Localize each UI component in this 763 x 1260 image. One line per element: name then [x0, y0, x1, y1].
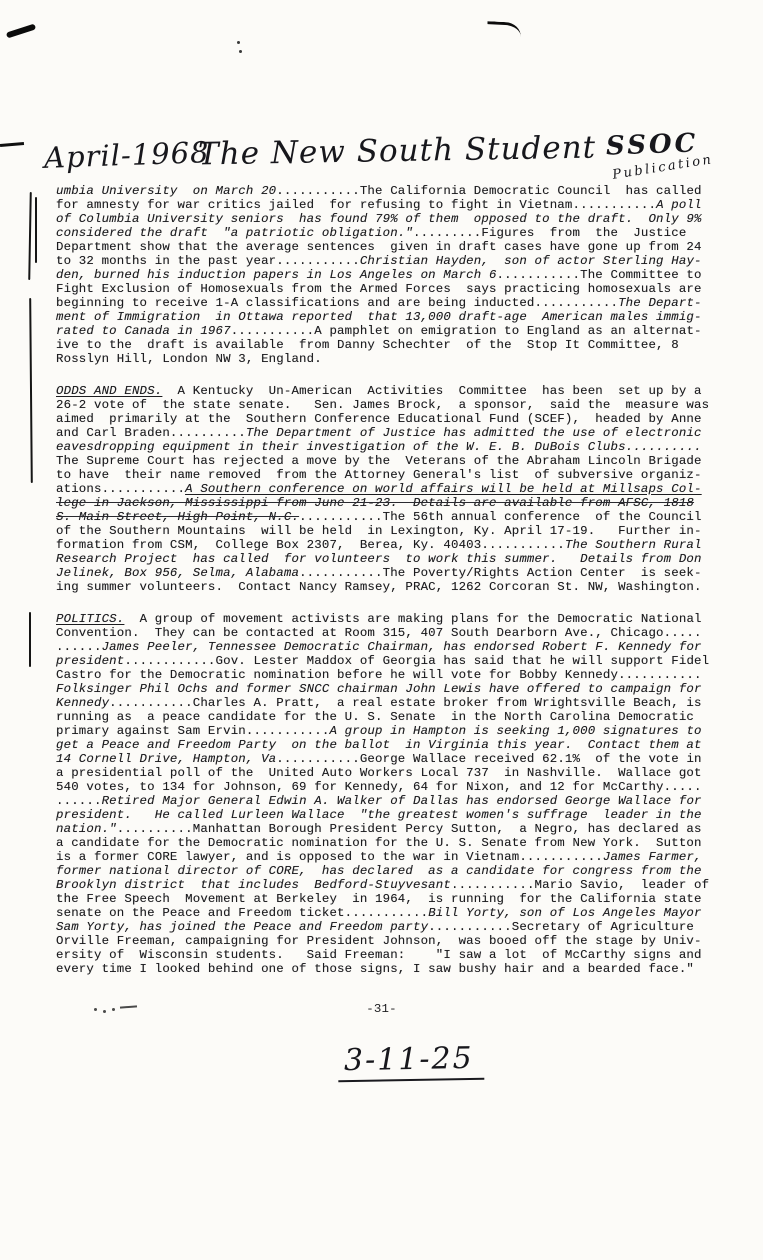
text-line — [56, 808, 732, 822]
text-segment: senate on the Peace and Freedom ticket........... — [56, 906, 429, 920]
text-line — [56, 920, 732, 934]
text-segment: rated to Canada in 1967 — [56, 324, 231, 338]
text-segment: den, burned his induction papers in Los Angeles on March 6 — [56, 268, 497, 282]
text-segment: The Depart- — [618, 296, 702, 310]
text-line — [56, 892, 732, 906]
text-line — [56, 510, 732, 524]
text-segment: get a Peace and Freedom Party on the ballot in Virginia this year. Contact them at — [56, 738, 702, 752]
text-line — [56, 212, 732, 226]
text-line — [56, 948, 732, 962]
text-line — [56, 822, 732, 836]
handwritten-date: April-1968 — [43, 135, 211, 175]
text-segment: former national director of CORE, has declared as a candidate for congress from the — [56, 864, 702, 878]
text-line — [56, 184, 732, 198]
handwritten-org: SSOC — [605, 128, 699, 162]
text-line — [56, 496, 732, 510]
text-line — [56, 710, 732, 724]
text-segment: ...........The California Democratic Council has called — [276, 184, 702, 198]
text-line — [56, 468, 732, 482]
text-line — [56, 282, 732, 296]
text-line — [56, 654, 732, 668]
text-segment: The Supreme Court has rejected a move by the Veterans of the Abraham Lincoln Brigade — [56, 454, 702, 468]
text-line — [56, 738, 732, 752]
text-segment: The Southern Rural — [564, 538, 702, 552]
text-segment: Bill Yorty, son of Los Angeles Mayor — [428, 906, 702, 920]
text-line — [56, 878, 732, 892]
text-line — [56, 682, 732, 696]
text-segment: Castro for the Democratic nomination before he will vote for Bobby Kennedy........... — [56, 668, 702, 682]
text-segment: every time I looked behind one of those signs, I saw bushy hair and a bearded face." — [56, 962, 695, 976]
text-segment: ations........... — [56, 482, 186, 496]
text-segment: eavesdropping equipment in their investigation of the W. E. B. DuBois Clubs.......... — [56, 440, 702, 454]
text-segment: is a former CORE lawyer, and is opposed to the war in Vietnam........... — [56, 850, 603, 864]
text-line — [56, 352, 732, 366]
text-segment: ...........A pamphlet on emigration to England as an alternat- — [230, 324, 702, 338]
text-line — [56, 398, 732, 412]
text-line — [56, 226, 732, 240]
text-line — [56, 864, 732, 878]
text-segment: A Kentucky Un-American Activities Committee has been set up by a — [162, 384, 702, 398]
text-segment: Orville Freeman, campaigning for President Johnson, was booed off the stage by Univ- — [56, 934, 702, 948]
text-segment: nation." — [56, 822, 117, 836]
text-segment: a presidential poll of the United Auto Workers Local 737 in Nashville. Wallace got — [56, 766, 702, 780]
text-line — [56, 794, 732, 808]
scan-mark-left-dash — [0, 142, 24, 147]
scan-mark-margin-line — [29, 298, 33, 483]
text-segment: ...... — [56, 640, 102, 654]
text-segment: ive to the draft is available from Danny Schechter of the Stop It Committee, 8 — [56, 338, 679, 352]
text-segment: Folksinger Phil Ochs and former SNCC chairman John Lewis have offered to campaign for — [56, 682, 702, 696]
text-segment: lege in Jackson, Mississippi from June 21-23. Details are available from AFSC, 1818 — [56, 496, 695, 510]
text-segment: president. He called Lurleen Wallace "the greatest women's suffrage leader in the — [56, 808, 702, 822]
scan-mark-corner — [6, 24, 36, 39]
text-segment: POLITICS. — [56, 612, 125, 626]
handwritten-footer: 3-11-25 — [338, 1041, 484, 1083]
text-segment: Fight Exclusion of Homosexuals from the Armed Forces says practicing homosexuals are — [56, 282, 702, 296]
document-body — [56, 184, 732, 994]
text-line — [56, 384, 732, 398]
text-segment: James Farmer, — [602, 850, 702, 864]
handwritten-org-subtitle: Publication — [611, 152, 715, 183]
paragraph-politics — [56, 612, 732, 976]
text-line — [56, 668, 732, 682]
text-segment: of Columbia University seniors has found 79% of them opposed to the draft. Only 9% — [56, 212, 702, 226]
text-segment: umbia University on March 20 — [56, 184, 277, 198]
text-segment: ersity of Wisconsin students. Said Freeman: "I saw a lot of McCarthy signs and — [56, 948, 702, 962]
text-segment: ...........The Committee to — [496, 268, 702, 282]
text-line — [56, 454, 732, 468]
text-line — [56, 934, 732, 948]
text-line — [56, 440, 732, 454]
text-segment: ...........Secretary of Agriculture — [428, 920, 695, 934]
text-line — [56, 524, 732, 538]
text-segment: 26-2 vote of the state senate. Sen. James Brock, a sponsor, said the measure was — [56, 398, 710, 412]
text-segment: 14 Cornell Drive, Hampton, Va — [56, 752, 277, 766]
text-line — [56, 640, 732, 654]
text-segment: .........Figures from the Justice — [413, 226, 687, 240]
scan-mark-margin-line — [28, 192, 32, 280]
text-segment: Retired Major General Edwin A. Walker of Dallas has endorsed George Wallace for — [101, 794, 702, 808]
text-segment: ...........George Wallace received 62.1% of the vote in — [276, 752, 702, 766]
text-segment: running as a peace candidate for the U. S. Senate in the North Carolina Democratic — [56, 710, 695, 724]
text-line — [56, 850, 732, 864]
text-segment: ODDS AND ENDS. — [56, 384, 163, 398]
text-segment: president — [56, 654, 125, 668]
text-segment: to 32 months in the past year........... — [56, 254, 360, 268]
text-line — [56, 426, 732, 440]
scan-mark-margin-line — [35, 197, 37, 263]
text-line — [56, 752, 732, 766]
text-line — [56, 538, 732, 552]
text-line — [56, 766, 732, 780]
text-segment: S. Main Street, High Point, N.C. — [56, 510, 300, 524]
text-segment: ..........Manhattan Borough President Percy Sutton, a Negro, has declared as — [116, 822, 702, 836]
text-segment: Department show that the average sentences given in draft cases have gone up from 24 — [56, 240, 702, 254]
text-line — [56, 724, 732, 738]
text-line — [56, 580, 732, 594]
text-line — [56, 566, 732, 580]
text-segment: ...... — [56, 794, 102, 808]
text-line — [56, 296, 732, 310]
text-line — [56, 482, 732, 496]
text-segment: A Southern conference on world affairs will be held at Millsaps Col- — [185, 482, 702, 496]
text-segment: aimed primarily at the Southern Conference Educational Fund (SCEF), headed by Anne — [56, 412, 702, 426]
text-line — [56, 310, 732, 324]
scan-mark-margin-line — [29, 612, 31, 667]
text-line — [56, 612, 732, 626]
text-segment: ...........The 56th annual conference of the Council — [299, 510, 702, 524]
text-line — [56, 626, 732, 640]
scan-mark-top-curve — [487, 21, 522, 42]
text-segment: Convention. They can be contacted at Room 315, 407 South Dearborn Ave., Chicago..... — [56, 626, 702, 640]
text-segment: Rosslyn Hill, London NW 3, England. — [56, 352, 322, 366]
text-segment: and Carl Braden.......... — [56, 426, 246, 440]
text-segment: 540 votes, to 134 for Johnson, 69 for Kennedy, 64 for Nixon, and 12 for McCarthy..... — [56, 780, 702, 794]
text-line — [56, 338, 732, 352]
paragraph-draft-news-continuation — [56, 184, 732, 366]
text-line — [56, 268, 732, 282]
text-line — [56, 254, 732, 268]
text-segment: Christian Hayden, son of actor Sterling Hay- — [359, 254, 702, 268]
text-segment: considered the draft "a patriotic obligation." — [56, 226, 413, 240]
text-segment: to have their name removed from the Attorney General's list of subversive organiz- — [56, 468, 702, 482]
text-segment: primary against Sam Ervin........... — [56, 724, 330, 738]
text-segment: Kennedy — [56, 696, 110, 710]
text-segment: the Free Speech Movement at Berkeley in 1964, is running for the California state — [56, 892, 702, 906]
text-segment: A poll — [656, 198, 702, 212]
text-segment: ...........The Poverty/Rights Action Center is seek- — [299, 566, 702, 580]
page-number: -31- — [366, 1002, 397, 1016]
text-line — [56, 696, 732, 710]
scan-mark-colon — [237, 41, 240, 44]
handwritten-title: The New South Student — [197, 129, 597, 173]
text-segment: The Department of Justice has admitted the use of electronic — [245, 426, 702, 440]
paragraph-odds-and-ends — [56, 384, 732, 594]
text-segment: James Peeler, Tennessee Democratic Chairman, has endorsed Robert F. Kennedy for — [101, 640, 702, 654]
text-segment: ...........Charles A. Pratt, a real estate broker from Wrightsville Beach, is — [109, 696, 702, 710]
text-line — [56, 198, 732, 212]
text-segment: beginning to receive 1-A classifications and are being inducted........... — [56, 296, 619, 310]
text-line — [56, 240, 732, 254]
text-segment: Sam Yorty, has joined the Peace and Freedom party — [56, 920, 429, 934]
text-segment: ............Gov. Lester Maddox of Georgia has said that he will support Fidel — [124, 654, 710, 668]
text-segment: ...........Mario Savio, leader of — [450, 878, 710, 892]
text-line — [56, 906, 732, 920]
text-segment: ing summer volunteers. Contact Nancy Ramsey, PRAC, 1262 Corcoran St. NW, Washington. — [56, 580, 702, 594]
text-line — [56, 552, 732, 566]
text-line — [56, 412, 732, 426]
text-segment: A group of movement activists are making plans for the Democratic National — [124, 612, 702, 626]
text-line — [56, 836, 732, 850]
text-segment: ment of Immigration in Ottawa reported that 13,000 draft-age American males immig- — [56, 310, 702, 324]
text-segment: A group in Hampton is seeking 1,000 signatures to — [329, 724, 702, 738]
text-segment: Brooklyn district that includes Bedford-Stuyvesant — [56, 878, 451, 892]
text-segment: a candidate for the Democratic nomination for the U. S. Senate from New York. Sutton — [56, 836, 702, 850]
text-segment: Jelinek, Box 956, Selma, Alabama — [56, 566, 300, 580]
text-segment: Research Project has called for volunteers to work this summer. Details from Don — [56, 552, 702, 566]
text-line — [56, 780, 732, 794]
text-line — [56, 962, 732, 976]
text-line — [56, 324, 732, 338]
text-segment: formation from CSM, College Box 2307, Berea, Ky. 40403........... — [56, 538, 565, 552]
text-segment: of the Southern Mountains will be held in Lexington, Ky. April 17-19. Further in- — [56, 524, 702, 538]
text-segment: for amnesty for war critics jailed for refusing to fight in Vietnam........... — [56, 198, 657, 212]
